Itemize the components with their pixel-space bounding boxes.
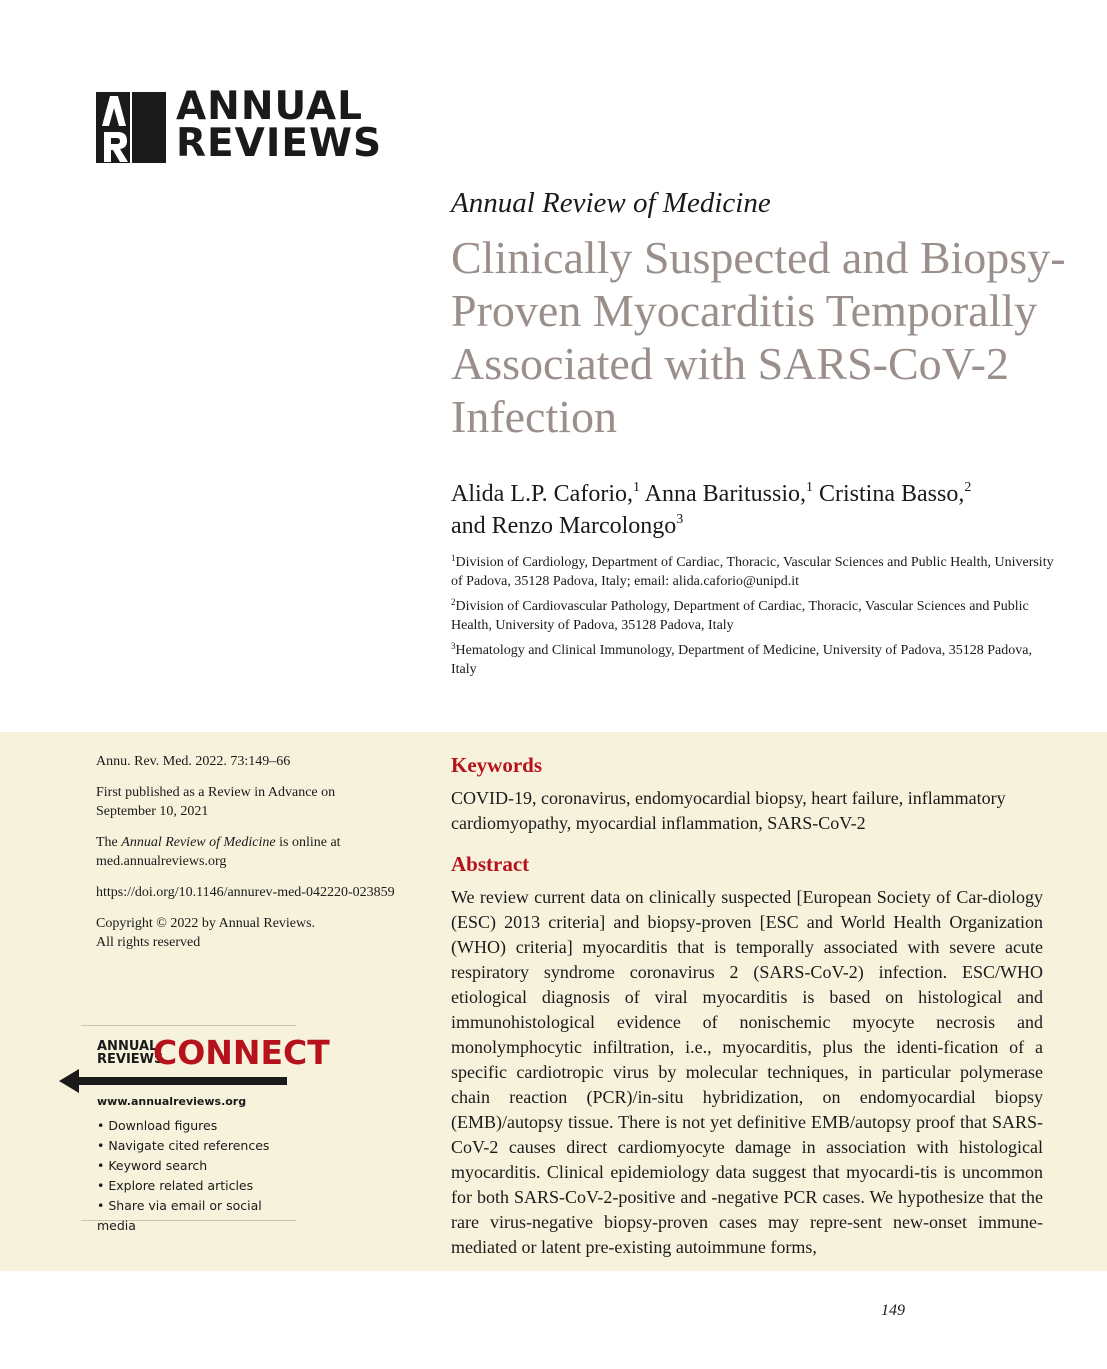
connect-wordmark: CONNECT bbox=[153, 1033, 330, 1072]
author-name: Alida L.P. Caforio, bbox=[451, 481, 633, 507]
first-published: First published as a Review in Advance on September 10, 2021 bbox=[96, 785, 336, 819]
list-item: • Explore related articles bbox=[97, 1178, 254, 1193]
list-item: • Download figures bbox=[97, 1118, 218, 1133]
affiliation-number: 2 bbox=[451, 597, 456, 607]
list-item: • Share via email or social media bbox=[97, 1198, 262, 1233]
copyright-line: Copyright © 2022 by Annual Reviews. bbox=[96, 916, 316, 931]
annual-reviews-connect-box[interactable] bbox=[81, 1025, 330, 1233]
annual-reviews-logo bbox=[96, 84, 383, 166]
affiliation-text: Division of Cardiology, Department of Cardiac, Thoracic, Vascular Sciences and Public Health, University of Padova, 35128 Padova, Italy; email: alida.caforio@unipd.it bbox=[451, 555, 1054, 589]
keywords-text: COVID-19, coronavirus, endomyocardial biopsy, heart failure, inflammatory cardiomyopathy, myocardial inflammation, SARS-CoV-2 bbox=[451, 788, 1006, 833]
abstract-text: We review current data on clinically suspected [European Society of Car-diology (ESC) 2013 criteria] and biopsy-proven [ESC and World Health Organization (WHO) criteria] myocarditis that is temporally associated with severe acute respiratory syndrome coronavirus 2 (SARS-CoV-2) infection. ESC/WHO etiological diagnosis of viral myocarditis is based on histological and immunohistological evidence of nonischemic myocyte necrosis and monolymphocytic infiltration, i.e., myocarditis, plus the identi-fication of a specific cardiotropic virus by molecular techniques, in particular polymerase chain reaction (PCR)/in-situ hybridization, on endomyocardial biopsy (EMB)/autopsy tissue. There is not yet definitive EMB/autopsy proof that SARS-CoV-2 causes direct cardiomyocyte damage in association with histological myocarditis. Clinical epidemiology data suggest that myocardi-tis is uncommon for both SARS-CoV-2-positive and -negative PCR cases. We hypothesize that the rare virus-negative biopsy-proven cases may repre-sent new-onset immune-mediated or latent pre-existing autoimmune forms, bbox=[451, 887, 1043, 1257]
affiliation-text: Division of Cardiovascular Pathology, Department of Cardiac, Thoracic, Vascular Sciences and Public Health, University of Padova, 35128 Padova, Italy bbox=[451, 599, 1029, 633]
list-item: • Navigate cited references bbox=[97, 1138, 270, 1153]
keywords-heading: Keywords bbox=[451, 753, 542, 777]
author-name: and Renzo Marcolongo bbox=[451, 513, 677, 539]
doi-link[interactable]: https://doi.org/10.1146/annurev-med-042220-023859 bbox=[96, 885, 395, 900]
connect-feature-list bbox=[97, 1116, 296, 1236]
logo-line-reviews: REVIEWS bbox=[176, 121, 383, 166]
online-availability bbox=[96, 833, 396, 871]
article-title: Clinically Suspected and Biopsy-Proven Myocarditis Temporally Associated with SARS-CoV-2 Infection bbox=[451, 232, 1066, 442]
copyright bbox=[96, 914, 396, 952]
connect-url[interactable]: www.annualreviews.org bbox=[97, 1095, 247, 1108]
page-number: 149 bbox=[881, 1302, 905, 1319]
author-affiliation-mark: 3 bbox=[676, 512, 684, 527]
author-affiliation-mark: 1 bbox=[632, 480, 640, 495]
abstract-heading: Abstract bbox=[451, 852, 530, 876]
rights-line: All rights reserved bbox=[96, 935, 201, 950]
connect-small-line2: REVIEWS bbox=[97, 1052, 164, 1067]
affiliation-number: 1 bbox=[451, 553, 456, 563]
list-item: • Keyword search bbox=[97, 1158, 208, 1173]
online-suffix: is online at med.annualreviews.org bbox=[96, 835, 341, 869]
affiliation-number: 3 bbox=[451, 641, 456, 651]
affiliation bbox=[451, 641, 1061, 679]
affiliation bbox=[451, 553, 1061, 591]
author-name: Cristina Basso, bbox=[819, 481, 965, 507]
publication-info bbox=[96, 752, 396, 964]
online-prefix: The bbox=[96, 835, 122, 850]
author-name: Anna Baritussio, bbox=[644, 481, 806, 507]
arrow-left-icon bbox=[59, 1067, 289, 1095]
online-journal-name: Annual Review of Medicine bbox=[121, 835, 276, 850]
author-list bbox=[451, 478, 1091, 542]
affiliation-text: Hematology and Clinical Immunology, Department of Medicine, University of Padova, 35128 Padova, Italy bbox=[451, 643, 1032, 677]
ar-logo-mark-icon bbox=[96, 92, 166, 163]
journal-name: Annual Review of Medicine bbox=[451, 187, 771, 219]
author-affiliation-mark: 2 bbox=[964, 480, 972, 495]
affiliation-list bbox=[451, 553, 1061, 685]
logo-line-annual: ANNUAL bbox=[176, 84, 363, 129]
affiliation bbox=[451, 597, 1061, 635]
author-affiliation-mark: 1 bbox=[806, 480, 813, 495]
citation: Annu. Rev. Med. 2022. 73:149–66 bbox=[96, 754, 291, 769]
connect-small-line1: ANNUAL bbox=[97, 1039, 158, 1054]
